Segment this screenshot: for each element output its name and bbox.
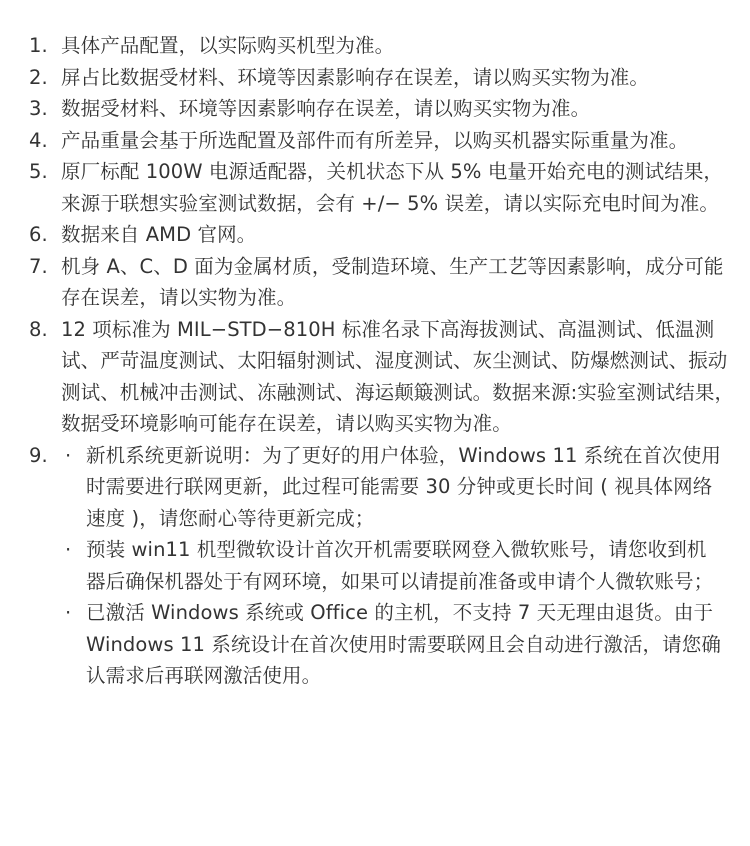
note-text: 产品重量会基于所选配置及部件而有所差异，以购买机器实际重量为准。 (61, 128, 689, 152)
note-item-1 (0, 30, 750, 62)
bullet-dot-icon: · (65, 443, 72, 467)
bullet-dot-icon: · (65, 538, 72, 561)
note-number: 8. (29, 317, 48, 341)
note-text: 具体产品配置，以实际购买机型为准。 (61, 34, 395, 57)
bullet-dot-icon: · (65, 601, 72, 624)
note-item-3 (0, 93, 750, 125)
note-text: 12 项标准为 MIL−STD−810H 标准名录下高海拔测试、高温测试、低温测试、严苛温度测试、太阳辐射测试、湿度测试、灰尘测试、防爆燃测试、振动测试、机械冲击测试、冻融测试、海运颠簸测试。数据来源:实验室测试结果，数据受环境影响可能存在误差，请以购买实物为准。 (61, 317, 735, 435)
note-number: 9. (29, 443, 48, 467)
note-text: 屏占比数据受材料、环境等因素影响存在误差，请以购买实物为准。 (61, 65, 650, 89)
note-number: 7. (29, 254, 48, 278)
sub-item-text: 新机系统更新说明：为了更好的用户体验，Windows 11 系统在首次使用时需要进行联网更新，此过程可能需要 30 分钟或更长时间 ( 视具体网络速度 )，请您耐心等待更新完成； (86, 443, 721, 530)
note-number: 1. (29, 34, 48, 57)
note-item-9 (0, 440, 750, 692)
note-text: 数据来自 AMD 官网。 (61, 223, 257, 246)
note-number: 6. (29, 223, 48, 246)
note-number: 5. (29, 160, 48, 183)
sub-item-microsoft-account (61, 534, 722, 597)
note-number: 4. (29, 128, 48, 152)
note-item-6 (0, 219, 750, 251)
note-number: 3. (29, 97, 48, 120)
note-item-4 (0, 125, 750, 157)
note-item-5 (0, 156, 750, 219)
note-item-8 (0, 314, 750, 440)
sub-item-return-policy (61, 597, 722, 692)
note-text: 原厂标配 100W 电源适配器，关机状态下从 5% 电量开始充电的测试结果，来源于联想实验室测试数据，会有 +/− 5% 误差，请以实际充电时间为准。 (61, 160, 724, 215)
note-number: 2. (29, 65, 48, 89)
sub-item-text: 预装 win11 机型微软设计首次开机需要联网登入微软账号，请您收到机器后确保机器处于有网环境，如果可以请提前准备或申请个人微软账号； (86, 538, 714, 593)
note-item-7 (0, 251, 750, 314)
note-text: 数据受材料、环境等因素影响存在误差，请以购买实物为准。 (61, 97, 591, 120)
sub-item-system-update (61, 440, 722, 535)
sub-item-text: 已激活 Windows 系统或 Office 的主机，不支持 7 天无理由退货。由于 Windows 11 系统设计在首次使用时需要联网且会自动进行激活，请您确认需求后再联网激活使用。 (86, 601, 721, 687)
note-text: 机身 A、C、D 面为金属材质，受制造环境、生产工艺等因素影响，成分可能存在误差，请以实物为准。 (61, 254, 724, 309)
note-item-2 (0, 62, 750, 94)
